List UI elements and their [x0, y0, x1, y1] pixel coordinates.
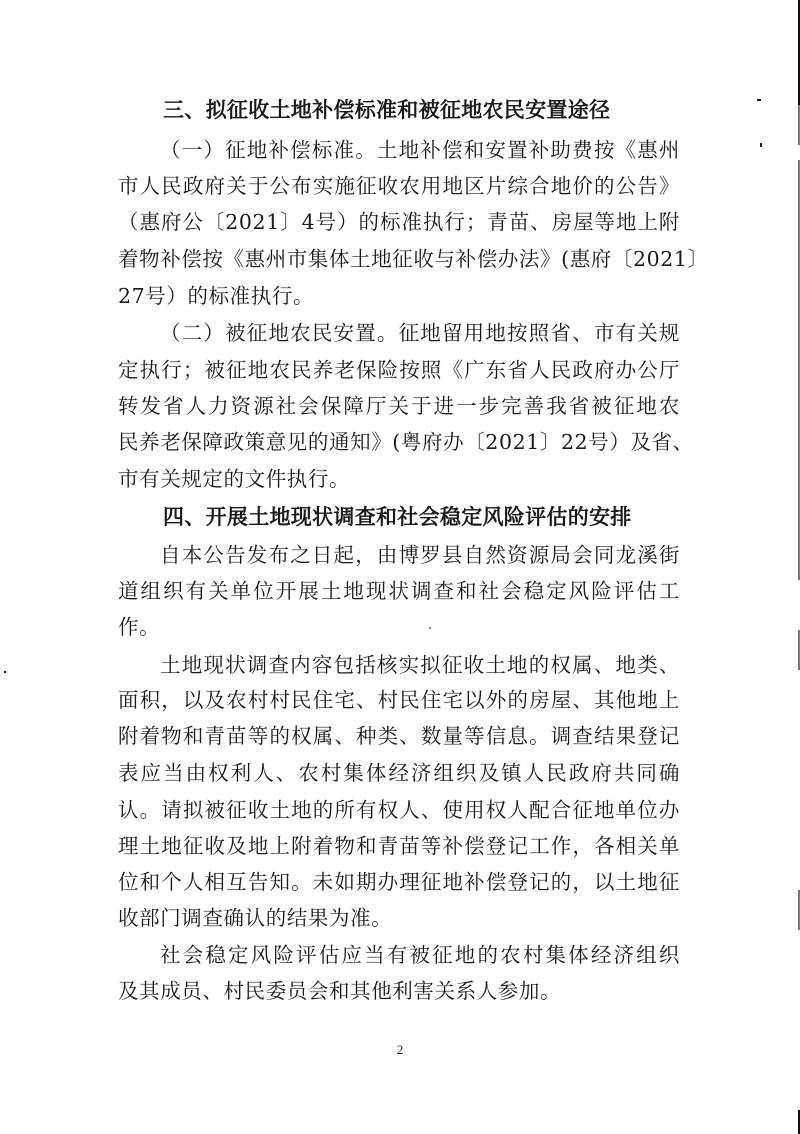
scan-speck: [760, 143, 762, 147]
paragraph-line: 附着物和青苗等的权属、种类、数量等信息。调查结果登记: [118, 724, 680, 748]
paragraph-line: 理土地征收及地上附着物和青苗等补偿登记工作，各相关单: [118, 834, 680, 858]
paragraph-line: 土地现状调查内容包括核实拟征收土地的权属、地类、: [160, 653, 680, 677]
paragraph-line: 转发省人力资源社会保障厅关于进一步完善我省被征地农: [118, 394, 680, 418]
paragraph-line: 及其成员、村民委员会和其他利害关系人参加。: [118, 979, 562, 1003]
paragraph-line: 收部门调查确认的结果为准。: [118, 906, 393, 930]
section-heading-3: 三、拟征收土地补偿标准和被征地农民安置途径: [163, 98, 611, 122]
paragraph-line: 作。: [118, 615, 161, 639]
paragraph-line: 自本公告发布之日起，由博罗县自然资源局会同龙溪街: [160, 543, 680, 567]
paragraph-line: 表应当由权利人、农村集体经济组织及镇人民政府共同确: [118, 761, 680, 785]
page-number: 2: [396, 1042, 404, 1057]
paragraph-line: 定执行；被征地农民养老保险按照《广东省人民政府办公厅: [118, 358, 680, 382]
paragraph-line: 民养老保障政策意见的通知》(粤府办〔2021〕22号）及省、: [118, 430, 694, 454]
paragraph-line: 市人民政府关于公布实施征收农用地区片综合地价的公告》: [118, 174, 680, 198]
scan-speck: [757, 99, 761, 101]
paragraph-line: （一）征地补偿标准。土地补偿和安置补助费按《惠州: [160, 138, 680, 162]
paragraph-line: 位和个人相互告知。未如期办理征地补偿登记的，以土地征: [118, 870, 680, 894]
paragraph-line: （二）被征地农民安置。征地留用地按照省、市有关规: [160, 321, 680, 345]
scan-speck: [4, 671, 6, 673]
paragraph-line: 市有关规定的文件执行。: [118, 467, 351, 491]
paragraph-line: 着物补偿按《惠州市集体土地征收与补偿办法》(惠府〔2021〕: [118, 247, 709, 271]
paragraph-line: 认。请拟被征收土地的所有权人、使用权人配合征地单位办: [118, 798, 680, 822]
paragraph-line: 27号）的标准执行。: [118, 284, 315, 308]
section-heading-4: 四、开展土地现状调查和社会稳定风险评估的安排: [163, 505, 632, 529]
paragraph-line: （惠府公〔2021〕4号）的标准执行；青苗、房屋等地上附: [118, 210, 680, 234]
scan-speck: [429, 627, 431, 629]
paragraph-line: 社会稳定风险评估应当有被征地的农村集体经济组织: [160, 943, 680, 967]
paragraph-line: 面积，以及农村村民住宅、村民住宅以外的房屋、其他地上: [118, 688, 680, 712]
paragraph-line: 道组织有关单位开展土地现状调查和社会稳定风险评估工: [118, 579, 680, 603]
